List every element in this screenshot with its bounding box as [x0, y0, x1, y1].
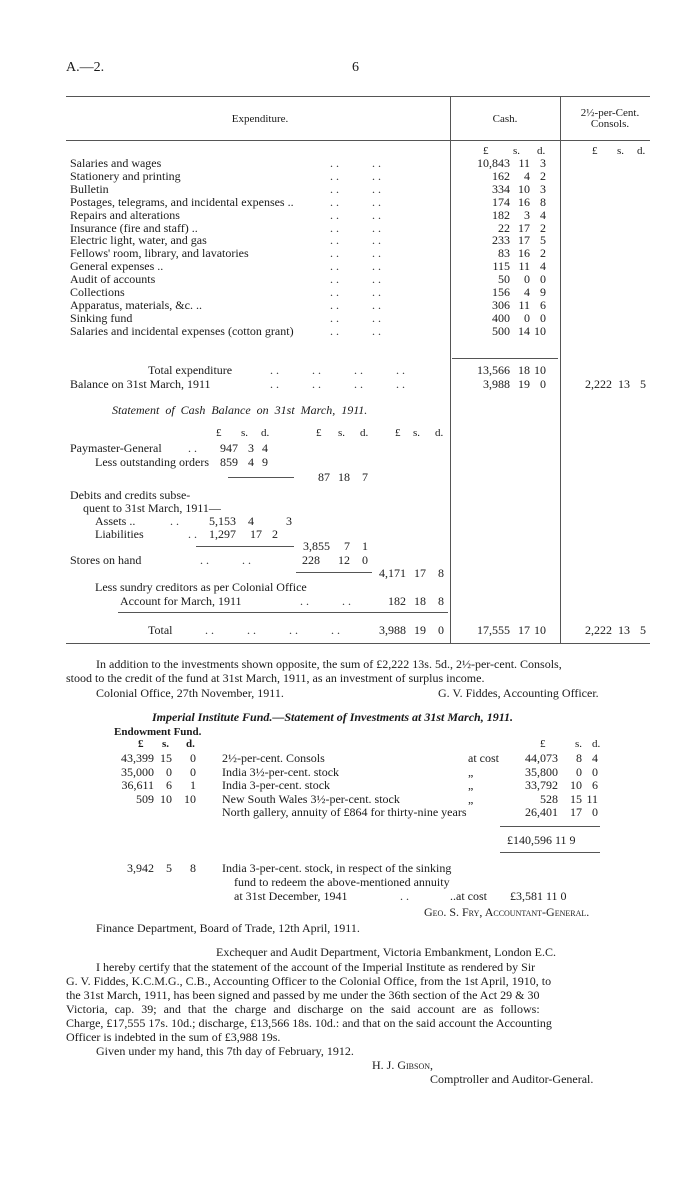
leader-dots: .. ..	[330, 272, 384, 287]
sum-pounds: 4,171	[379, 566, 406, 580]
unit-pound: £	[216, 427, 222, 439]
cash-shillings: 11	[518, 297, 530, 312]
page-number: 6	[352, 60, 359, 75]
unit-pence: d.	[435, 427, 444, 439]
unit-pence: d.	[261, 427, 270, 439]
unit-shilling: s.	[413, 427, 421, 439]
expenditure-label: Sinking fund	[70, 310, 133, 325]
consols-heading: 2½-per-Cent. Consols.	[580, 107, 640, 130]
unit-shilling: s.	[617, 145, 625, 157]
cash-pounds: 306	[492, 297, 510, 312]
certificate-line-6: Officer is indebted in the sum of £3,988 19s.	[66, 1030, 281, 1044]
expenditure-label: Electric light, water, and gas	[70, 233, 207, 248]
investment-shillings: 8	[576, 751, 582, 765]
leader-dots: .. ..	[330, 323, 384, 338]
cash-pence: 3	[540, 156, 546, 170]
investment-basis: „	[468, 764, 474, 779]
liabilities-pence: 2	[272, 527, 278, 541]
debits-label-2: quent to 31st March, 1911—	[83, 501, 221, 515]
table-top-rule	[66, 96, 650, 97]
cash-shillings: 0	[524, 272, 530, 287]
investments-place-date: Finance Department, Board of Trade, 12th April, 1911.	[96, 921, 360, 935]
stores-shillings: 12	[338, 553, 350, 567]
investment-basis: at cost	[468, 751, 499, 765]
investments-total: £140,596 11 9	[507, 833, 576, 847]
table-header-rule	[66, 140, 650, 141]
cash-pence: 2	[540, 220, 546, 235]
leader-dots: .. ..	[330, 310, 384, 325]
investment-pence: 4	[592, 751, 598, 765]
debits-label-1: Debits and credits subse-	[70, 488, 191, 502]
leader-dots: .. ..	[200, 553, 254, 567]
endowment-pounds: 35,000	[121, 764, 154, 779]
investment-description: India 3-per-cent. stock	[222, 778, 331, 792]
endowment-pence: 1	[190, 778, 196, 792]
investment-pounds: 33,792	[525, 778, 558, 792]
investment-description: India 3½-per-cent. stock	[222, 764, 340, 779]
unit-pence: d.	[592, 738, 601, 750]
expenditure-label: Stationery and printing	[70, 168, 181, 183]
cash-pence: 4	[540, 259, 546, 274]
cash-pounds: 182	[492, 207, 510, 222]
cash-pence: 6	[540, 297, 546, 312]
certificate-address: Exchequer and Audit Department, Victoria Embankment, London E.C.	[216, 945, 556, 959]
sinking-basis: ..at cost	[450, 889, 487, 903]
investment-pounds: 35,800	[525, 764, 558, 779]
sinking-line-2: fund to redeem the above-mentioned annuity	[234, 875, 450, 889]
cash-pounds: 156	[492, 285, 510, 299]
leader-dots: .. .. .. ..	[270, 377, 408, 391]
grand-consols-pounds: 2,222	[585, 623, 612, 637]
certificate-line-1: I hereby certify that the statement of the account of the Imperial Institute as rendered by Sir	[96, 960, 536, 974]
stores-label: Stores on hand	[70, 553, 142, 567]
leader-dots: .. ..	[330, 194, 384, 209]
expenditure-label: General expenses ..	[70, 259, 164, 274]
cash-shillings: 17	[518, 220, 530, 235]
note-line-2: stood to the credit of the fund at 31st March, 1911, as an investment of surplus income.	[66, 671, 485, 685]
unit-shilling: s.	[575, 738, 583, 750]
leader-dots: .. ..	[330, 297, 384, 312]
leader-dots: ..	[188, 527, 200, 541]
leader-dots: ..	[170, 514, 182, 528]
endowment-pence: 0	[190, 764, 196, 779]
cash-statement-title: Statement of Cash Balance on 31st March, 1911.	[112, 403, 368, 417]
subtotal-rule	[372, 612, 448, 613]
cash-shillings: 10	[518, 181, 530, 196]
sum-shillings: 17	[414, 566, 426, 580]
leader-dots: ..	[188, 441, 200, 455]
cash-pence: 10	[534, 323, 546, 338]
certificate-line-3: the 31st March, 1911, has been signed and passed by me under the 36th section of the Act 29 & 30	[66, 988, 540, 1002]
investment-description: 2½-per-cent. Consols	[222, 751, 325, 765]
unit-shilling: s.	[162, 738, 170, 750]
investment-shillings: 0	[576, 764, 582, 779]
consols-pence: 5	[640, 377, 646, 391]
endowment-shillings: 6	[166, 778, 172, 792]
assets-shillings: 4	[248, 514, 254, 528]
expenditure-label: Insurance (fire and staff) ..	[70, 220, 198, 235]
leader-dots: .. ..	[330, 285, 384, 299]
unit-shilling: s.	[338, 427, 346, 439]
cash-pounds: 10,843	[477, 156, 510, 170]
diff-pounds: 3,855	[303, 539, 330, 553]
grand-cash-pence: 10	[534, 623, 546, 637]
cash-pounds: 174	[492, 194, 510, 209]
cash-pence: 2	[540, 246, 546, 261]
investment-pounds: 44,073	[525, 751, 558, 765]
endowment-shillings: 10	[160, 791, 172, 806]
diff-pence: 1	[362, 539, 368, 553]
leader-dots: .. ..	[330, 220, 384, 235]
table-bottom-rule	[66, 643, 650, 644]
grand-cash-pounds: 17,555	[477, 623, 510, 637]
cash-shillings: 3	[524, 207, 530, 222]
page-reference: A.—2.	[66, 60, 105, 75]
cash-total-pence: 0	[438, 623, 444, 637]
cash-shillings: 4	[524, 285, 530, 299]
investments-title: Imperial Institute Fund.—Statement of Investments at 31st March, 1911.	[152, 710, 514, 724]
investments-total-rule	[500, 826, 600, 827]
investment-pence: 6	[592, 778, 598, 792]
cash-shillings: 0	[524, 310, 530, 325]
cash-pence: 0	[540, 272, 546, 287]
cash-shillings: 11	[518, 156, 530, 170]
endowment-shillings: 0	[166, 764, 172, 779]
leader-dots: .. ..	[330, 259, 384, 274]
investment-pence: 0	[592, 805, 598, 819]
leader-dots: .. ..	[330, 181, 384, 196]
endowment-pence: 10	[184, 791, 196, 806]
endowment-shillings: 15	[160, 751, 172, 765]
cash-total-rule	[452, 358, 558, 359]
cash-pounds: 115	[492, 259, 510, 274]
cash-shillings: 14	[518, 323, 530, 338]
paymaster-pounds: 947	[220, 441, 238, 455]
endowment-pounds: 509	[136, 791, 154, 806]
unit-shilling: s.	[513, 145, 521, 157]
investment-basis: „	[468, 791, 474, 806]
cash-pounds: 500	[492, 323, 510, 338]
sinking-line-1: India 3-per-cent. stock, in respect of the sinking	[222, 861, 452, 875]
balance-pounds: 3,988	[483, 377, 510, 391]
grand-consols-pence: 5	[640, 623, 646, 637]
unit-pence: d.	[637, 145, 646, 157]
creditors-label-1: Less sundry creditors as per Colonial Office	[95, 580, 307, 594]
leader-dots: .. .. .. ..	[205, 623, 343, 637]
cash-pounds: 162	[492, 168, 510, 183]
cash-pence: 8	[540, 194, 546, 209]
expenditure-label: Postages, telegrams, and incidental expenses ..	[70, 194, 294, 209]
balance-shillings: 19	[518, 377, 530, 391]
net-pence: 7	[362, 470, 368, 484]
investment-pence: 0	[592, 764, 598, 779]
unit-pound: £	[483, 145, 489, 157]
assets-pence: 3	[286, 514, 292, 528]
paymaster-label: Paymaster-General	[70, 441, 162, 455]
investment-basis: „	[468, 778, 474, 792]
stores-pounds: 228	[302, 553, 320, 567]
sinking-endowment-shillings: 5	[166, 861, 172, 875]
cash-pounds: 50	[498, 272, 510, 287]
leader-dots: .. ..	[330, 207, 384, 222]
unit-pound: £	[395, 427, 401, 439]
assets-label: Assets ..	[95, 514, 136, 528]
grand-cash-shillings: 17	[518, 623, 530, 637]
expenditure-label: Fellows' room, library, and lavatories	[70, 246, 249, 261]
cash-total-label: Total	[148, 623, 173, 637]
certificate-line-2: G. V. Fiddes, K.C.M.G., C.B., Accounting Officer to the Colonial Office, from the 1st April, 1910, to	[66, 974, 552, 988]
expenditure-label: Collections	[70, 285, 125, 299]
cash-total-pounds: 3,988	[379, 623, 406, 637]
investment-description: North gallery, annuity of £864 for thirty-nine years	[222, 805, 467, 819]
cash-heading: Cash.	[492, 113, 518, 125]
cash-pounds: 334	[492, 181, 510, 196]
net-pounds: 87	[318, 470, 330, 484]
investment-description: New South Wales 3½-per-cent. stock	[222, 791, 400, 806]
diff-shillings: 7	[344, 539, 350, 553]
grand-consols-shillings: 13	[618, 623, 630, 637]
cash-pounds: 83	[498, 246, 510, 261]
subtotal-rule	[228, 477, 294, 478]
unit-pound: £	[592, 145, 598, 157]
cash-pounds: 22	[498, 220, 510, 235]
investments-total-underline	[500, 852, 600, 853]
total-expenditure-shillings: 18	[518, 363, 530, 377]
net-shillings: 18	[338, 470, 350, 484]
subtotal-rule	[296, 572, 372, 573]
cash-shillings: 17	[518, 233, 530, 248]
endowment-pounds: 43,399	[121, 751, 154, 765]
expenditure-label: Bulletin	[70, 181, 109, 196]
leader-dots: .. ..	[330, 168, 384, 183]
expenditure-label: Salaries and wages	[70, 156, 162, 170]
cash-pence: 9	[540, 285, 546, 299]
unit-pound: £	[540, 738, 546, 750]
less-orders-label: Less outstanding orders	[95, 455, 209, 469]
balance-label: Balance on 31st March, 1911	[70, 377, 211, 391]
leader-dots: .. ..	[330, 233, 384, 248]
certificate-title: Comptroller and Auditor-General.	[430, 1072, 594, 1086]
total-expenditure-label: Total expenditure	[148, 363, 233, 377]
paymaster-shillings: 3	[248, 441, 254, 455]
certificate-name: H. J. Gibson,	[372, 1058, 434, 1072]
certificate-given: Given under my hand, this 7th day of February, 1912.	[96, 1044, 354, 1058]
sinking-value: £3,581 11 0	[510, 889, 567, 903]
leader-dots: .. ..	[330, 246, 384, 261]
total-expenditure-pounds: 13,566	[477, 363, 510, 377]
cash-shillings: 16	[518, 246, 530, 261]
leader-dots: .. ..	[300, 594, 354, 608]
assets-pounds: 5,153	[209, 514, 236, 528]
investment-shillings: 10	[570, 778, 582, 792]
investment-shillings: 15	[570, 791, 582, 806]
leader-dots: .. ..	[330, 156, 384, 170]
liabilities-label: Liabilities	[95, 527, 144, 541]
creditors-shillings: 18	[414, 594, 426, 608]
unit-pence: d.	[186, 738, 195, 750]
certificate-line-4: Victoria, cap. 39; and that the charge and discharge on the said account are as follows:	[66, 1002, 540, 1016]
paymaster-pence: 4	[262, 441, 268, 455]
unit-pound: £	[316, 427, 322, 439]
creditors-pence: 8	[438, 594, 444, 608]
expenditure-label: Salaries and incidental expenses (cotton grant)	[70, 323, 294, 338]
endowment-heading: Endowment Fund.	[114, 726, 202, 738]
leader-dots: ..	[400, 889, 412, 903]
expenditure-label: Apparatus, materials, &c. ..	[70, 297, 202, 312]
stores-pence: 0	[362, 553, 368, 567]
consols-shillings: 13	[618, 377, 630, 391]
liabilities-shillings: 17	[250, 527, 262, 541]
consols-column-divider	[560, 96, 561, 644]
cash-pence: 0	[540, 310, 546, 325]
cash-column-divider	[450, 96, 451, 644]
note-line-1: In addition to the investments shown opposite, the sum of £2,222 13s. 5d., 2½-per-cent. Consols,	[96, 657, 562, 671]
sinking-endowment-pence: 8	[190, 861, 196, 875]
cash-shillings: 11	[518, 259, 530, 274]
note-signatory: G. V. Fiddes, Accounting Officer.	[438, 686, 599, 700]
investment-shillings: 17	[570, 805, 582, 819]
endowment-pounds: 36,611	[121, 778, 154, 792]
investments-signatory: Geo. S. Fry, Accountant-General.	[424, 905, 590, 919]
creditors-label-2: Account for March, 1911	[120, 594, 242, 608]
less-orders-shillings: 4	[248, 455, 254, 469]
cash-pence: 4	[540, 207, 546, 222]
total-top-rule	[118, 612, 372, 613]
expenditure-heading: Expenditure.	[231, 113, 289, 125]
unit-shilling: s.	[241, 427, 249, 439]
cash-pence: 5	[540, 233, 546, 248]
leader-dots: .. .. .. ..	[270, 363, 408, 377]
consols-pounds: 2,222	[585, 377, 612, 391]
total-expenditure-pence: 10	[534, 363, 546, 377]
unit-pence: d.	[537, 145, 546, 157]
expenditure-label: Audit of accounts	[70, 272, 156, 287]
cash-pounds: 400	[492, 310, 510, 325]
liabilities-pounds: 1,297	[209, 527, 236, 541]
cash-pence: 2	[540, 168, 546, 183]
balance-pence: 0	[540, 377, 546, 391]
expenditure-label: Repairs and alterations	[70, 207, 180, 222]
certificate-line-5: Charge, £17,555 17s. 10d.; discharge, £13,566 18s. 10d.: and that on the said account the Accounting	[66, 1016, 552, 1030]
unit-pence: d.	[360, 427, 369, 439]
cash-pence: 3	[540, 181, 546, 196]
cash-shillings: 16	[518, 194, 530, 209]
cash-pounds: 233	[492, 233, 510, 248]
cash-shillings: 4	[524, 168, 530, 183]
cash-total-shillings: 19	[414, 623, 426, 637]
note-place-date: Colonial Office, 27th November, 1911.	[96, 686, 284, 700]
endowment-pence: 0	[190, 751, 196, 765]
sinking-endowment-pounds: 3,942	[127, 861, 154, 875]
sinking-line-3: at 31st December, 1941	[234, 889, 348, 903]
creditors-pounds: 182	[388, 594, 406, 608]
sum-pence: 8	[438, 566, 444, 580]
less-orders-pence: 9	[262, 455, 268, 469]
subtotal-rule	[196, 546, 294, 547]
investment-pounds: 26,401	[525, 805, 558, 819]
unit-pound: £	[138, 738, 144, 750]
investment-pounds: 528	[540, 791, 558, 806]
less-orders-pounds: 859	[220, 455, 238, 469]
investment-pence: 11	[586, 791, 598, 806]
